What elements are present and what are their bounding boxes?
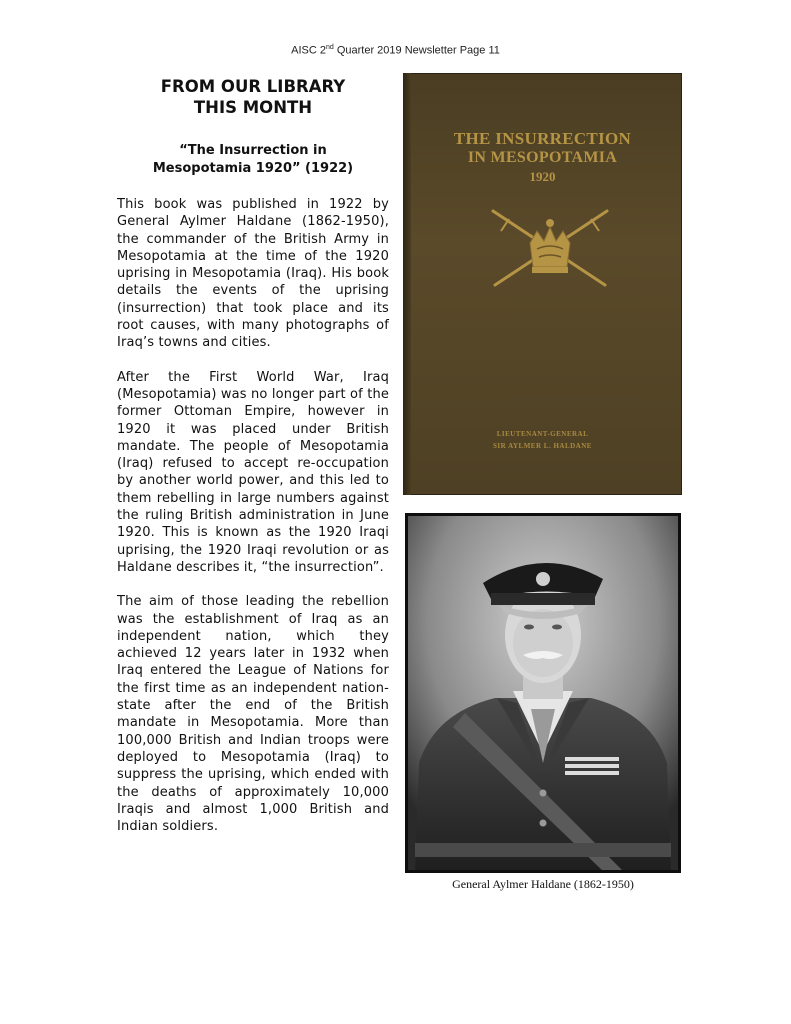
- header-superscript: nd: [325, 44, 334, 51]
- portrait-photo: [405, 513, 681, 873]
- book-cover-image: [403, 73, 682, 495]
- header-text-before: AISC 2: [291, 44, 326, 57]
- book-title-line2: Mesopotamia 1920” (1922): [152, 161, 354, 176]
- cover-title-line1: THE INSURRECTION: [453, 129, 632, 148]
- medal-ribbons: [565, 757, 619, 775]
- article-column: [117, 76, 389, 835]
- paragraph-2: After the First World War, Iraq (Mesopotamia) was no longer part of the former Ottoman Empire, however in 1920 it was placed under British mandate. The people of Mesopotamia (Iraq) refused to accept re-occupation by another world power, and this led to them rebelling in large numbers against the ruling British administration in June 1920. This is known as the 1920 Iraqi uprising, the 1920 Iraqi revolution or as Haldane describes it, “the insurrection”.: [117, 369, 389, 575]
- cover-title-year: 1920: [529, 169, 556, 184]
- running-header: [0, 44, 791, 57]
- book-title-line1: “The Insurrection in: [179, 143, 327, 158]
- cover-title-line2: IN MESOPOTAMIA: [467, 149, 618, 166]
- section-heading-line2: THIS MONTH: [193, 98, 313, 117]
- paragraph-1: This book was published in 1922 by General Aylmer Haldane (1862-1950), the commander of the British Army in Mesopotamia at the time of the 1920 uprising in Mesopotamia (Iraq). His book details the events of the uprising (insurrection) that took place and its root causes, with many photographs of Iraq’s towns and cities.: [117, 197, 389, 351]
- cover-author-line2: SIR AYLMER L. HALDANE: [493, 442, 592, 450]
- book-title-heading: [117, 142, 389, 178]
- paragraph-3: The aim of those leading the rebellion was the establishment of Iraq as an independent nation, which they achieved 12 years later in 1932 when Iraq entered the League of Nations for the first time as an independent nation-state after the end of the British mandate in Mesopotamia. More than 100,000 British and Indian troops were deployed to Mesopotamia (Iraq) to suppress the uprising, which ended with the deaths of approximately 10,000 Iraqis and almost 1,000 British and Indian soldiers.: [117, 594, 389, 835]
- portrait-caption: General Aylmer Haldane (1862-1950): [452, 877, 634, 891]
- header-text-after: Quarter 2019 Newsletter Page 11: [333, 44, 500, 57]
- crossed-swords-crown-icon: [487, 205, 613, 291]
- general-portrait-illustration: [405, 513, 681, 873]
- cover-author-line1: LIEUTENANT-GENERAL: [496, 430, 589, 438]
- section-heading: [117, 76, 389, 118]
- section-heading-line1: FROM OUR LIBRARY: [160, 77, 346, 96]
